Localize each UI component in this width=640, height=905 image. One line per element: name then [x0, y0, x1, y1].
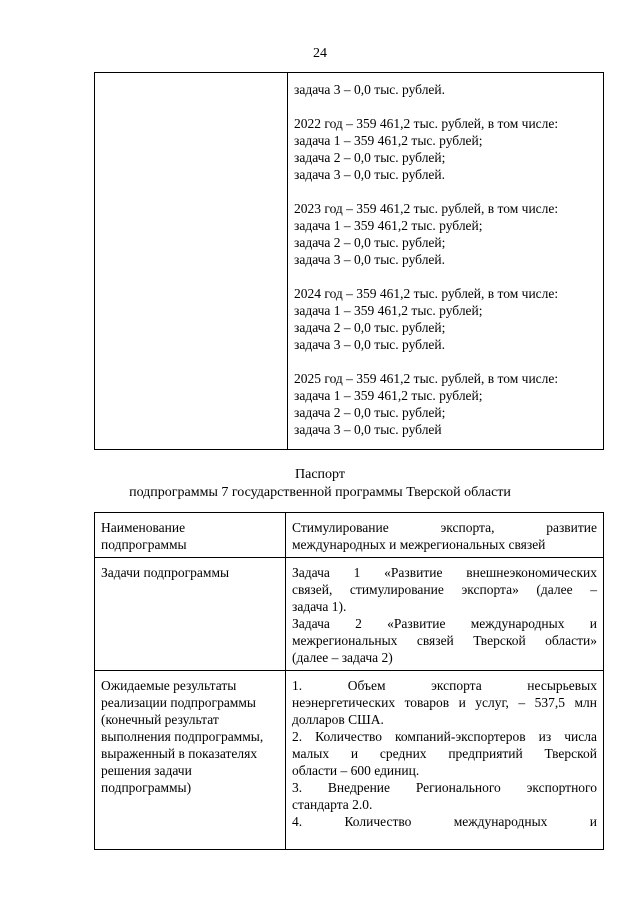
row-value-line: межрегиональных связей Тверской области»: [292, 633, 597, 648]
row-label-cell: [95, 558, 286, 671]
funding-label-cell: [95, 73, 288, 450]
funding-line: 2022 год – 359 461,2 тыс. рублей, в том числе:: [294, 116, 559, 131]
row-label-cell: [95, 513, 286, 558]
funding-line: задача 3 – 0,0 тыс. рублей.: [294, 337, 446, 352]
row-value-line: международных и межрегиональных связей: [292, 537, 546, 552]
row-value-line: 3. Внедрение Регионального экспортного: [292, 780, 597, 795]
row-label-line: подпрограммы: [101, 537, 187, 552]
passport-row-tasks: [95, 558, 604, 671]
row-label-line: (конечный результат: [101, 712, 219, 727]
funding-gap: [294, 268, 597, 285]
passport-table: [94, 512, 604, 850]
funding-line: 2023 год – 359 461,2 тыс. рублей, в том числе:: [294, 201, 559, 216]
row-label-line: выраженный в показателях: [101, 746, 258, 761]
row-value-line: Стимулирование экспорта, развитие: [292, 520, 597, 535]
funding-line: задача 2 – 0,0 тыс. рублей;: [294, 150, 446, 165]
row-value-line: области – 600 единиц.: [292, 763, 420, 778]
row-label-line: решения задачи: [101, 763, 192, 778]
row-label-line: Ожидаемые результаты: [101, 678, 237, 693]
funding-line: задача 1 – 359 461,2 тыс. рублей;: [294, 303, 483, 318]
funding-line: задача 2 – 0,0 тыс. рублей;: [294, 320, 446, 335]
row-label-line: Наименование: [101, 520, 186, 535]
funding-line: задача 3 – 0,0 тыс. рублей.: [294, 82, 446, 97]
passport-title-line2: подпрограммы 7 государственной программы Тверской области: [129, 485, 511, 500]
funding-table: [94, 72, 604, 450]
passport-row-name: [95, 513, 604, 558]
funding-gap: [294, 183, 597, 200]
row-label-line: реализации подпрограммы: [101, 695, 256, 710]
funding-line: задача 1 – 359 461,2 тыс. рублей;: [294, 133, 483, 148]
row-value-line: 2. Количество компаний-экспортеров из числа: [292, 729, 597, 744]
row-value-line: долларов США.: [292, 712, 384, 727]
funding-line: задача 3 – 0,0 тыс. рублей.: [294, 252, 446, 267]
row-value-line: Задача 1 «Развитие внешнеэкономических: [292, 565, 597, 580]
row-value-line: 1. Объем экспорта несырьевых: [292, 678, 597, 693]
row-value-cell: [286, 671, 604, 850]
row-value-line: Задача 2 «Развитие международных и: [292, 616, 597, 631]
page-number: 24: [313, 46, 327, 61]
funding-gap: [294, 98, 597, 115]
funding-line: задача 1 – 359 461,2 тыс. рублей;: [294, 388, 483, 403]
funding-line: задача 3 – 0,0 тыс. рублей.: [294, 167, 446, 182]
row-label-line: выполнения подпрограммы,: [101, 729, 264, 744]
funding-gap: [294, 353, 597, 370]
row-value-line: задача 1).: [292, 599, 347, 614]
row-value-cell: [286, 558, 604, 671]
row-value-line: (далее – задача 2): [292, 650, 393, 665]
row-label-line: Задачи подпрограммы: [101, 565, 230, 580]
row-value-line: 4. Количество международных и: [292, 814, 597, 829]
row-value-line: связей, стимулирование экспорта» (далее –: [292, 582, 597, 597]
funding-line: задача 2 – 0,0 тыс. рублей;: [294, 405, 446, 420]
passport-title-line1: Паспорт: [295, 467, 345, 482]
funding-line: 2025 год – 359 461,2 тыс. рублей, в том числе:: [294, 371, 559, 386]
row-label-line: подпрограммы): [101, 780, 192, 795]
row-value-line: малых и средних предприятий Тверской: [292, 746, 597, 761]
row-value-line: неэнергетических товаров и услуг, – 537,5 млн: [292, 695, 597, 710]
funding-line: 2024 год – 359 461,2 тыс. рублей, в том числе:: [294, 286, 559, 301]
funding-value-cell: [288, 73, 604, 450]
row-value-line: стандарта 2.0.: [292, 797, 373, 812]
funding-line: задача 1 – 359 461,2 тыс. рублей;: [294, 218, 483, 233]
passport-row-results: [95, 671, 604, 850]
row-value-cell: [286, 513, 604, 558]
funding-line: задача 3 – 0,0 тыс. рублей: [294, 422, 442, 437]
row-label-cell: [95, 671, 286, 850]
funding-line: задача 2 – 0,0 тыс. рублей;: [294, 235, 446, 250]
passport-title: [0, 466, 640, 502]
